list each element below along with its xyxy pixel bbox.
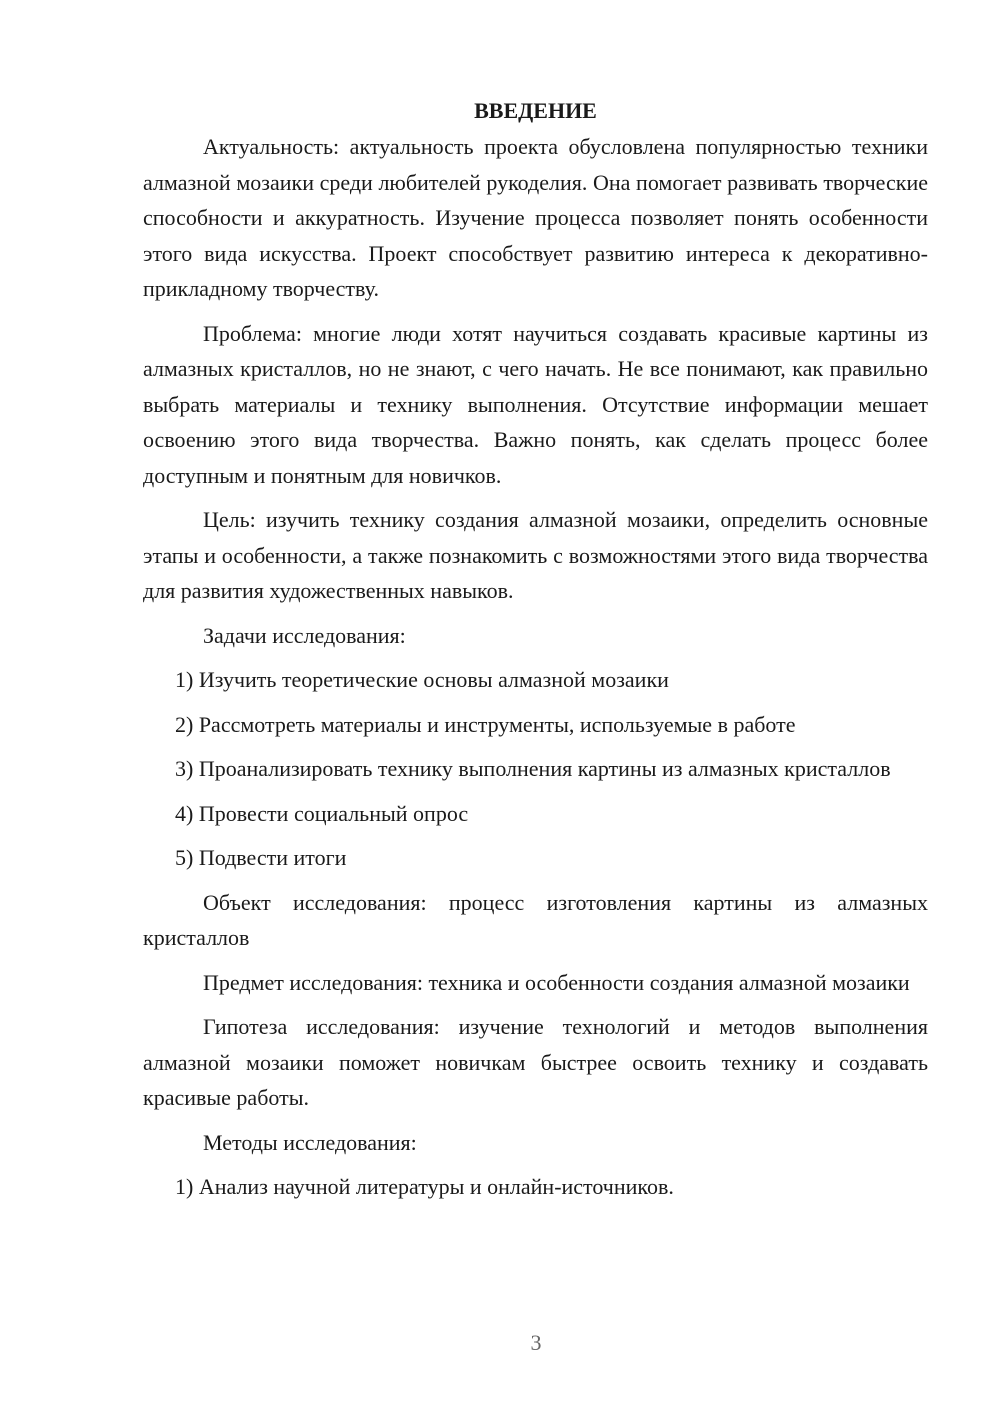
task-item-1: 1) Изучить теоретические основы алмазной мозаики <box>175 667 669 692</box>
tasks-title: Задачи исследования: <box>203 622 406 648</box>
task-item-3: 3) Проанализировать технику выполнения картины из алмазных кристаллов <box>175 756 891 781</box>
goal-paragraph: Цель: изучить технику создания алмазной мозаики, определить основные этапы и особенности, а также познакомить с возможностями этого вида творчества для развития художественных навыков. <box>143 507 928 603</box>
subject-paragraph: Предмет исследования: техника и особенности создания алмазной мозаики <box>203 969 910 995</box>
methods-title: Методы исследования: <box>203 1129 417 1155</box>
object-paragraph: Объект исследования: процесс изготовления картины из алмазных кристаллов <box>143 889 928 950</box>
page-number: 3 <box>530 1330 542 1355</box>
document-page <box>143 93 928 1214</box>
relevance-paragraph: Актуальность: актуальность проекта обусловлена популярностью техники алмазной мозаики среди любителей рукоделия. Она помогает развивать творческие способности и аккуратность. Изучение процесса позволяет понять особенности этого вида искусства. Проект способствует развитию интереса к декоративно-прикладному творчеству. <box>143 134 928 301</box>
problem-paragraph: Проблема: многие люди хотят научиться создавать красивые картины из алмазных кристаллов, но не знают, с чего начать. Не все понимают, как правильно выбрать материалы и технику выполнения. Отсутствие информации мешает освоению этого вида творчества. Важно понять, как сделать процесс более доступным и понятным для новичков. <box>143 320 928 488</box>
task-item-5: 5) Подвести итоги <box>175 845 347 870</box>
hypothesis-paragraph: Гипотеза исследования: изучение технологий и методов выполнения алмазной мозаики поможет новичкам быстрее освоить технику и создавать красивые работы. <box>143 1014 928 1110</box>
task-item-2: 2) Рассмотреть материалы и инструменты, используемые в работе <box>175 711 796 737</box>
method-item-1: 1) Анализ научной литературы и онлайн-источников. <box>175 1174 674 1199</box>
task-item-4: 4) Провести социальный опрос <box>175 800 469 826</box>
page-title: ВВЕДЕНИЕ <box>474 98 597 123</box>
